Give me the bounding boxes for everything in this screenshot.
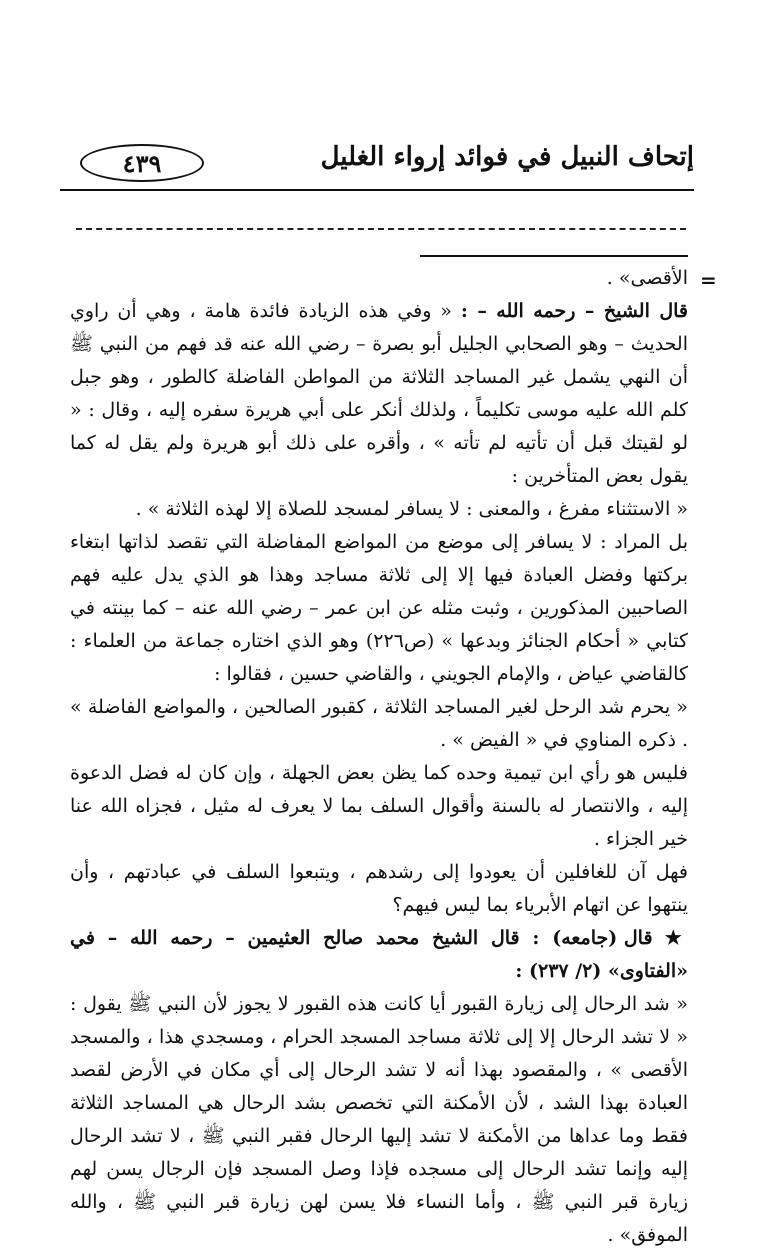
page-number: ٤٣٩ [80, 144, 204, 182]
paragraph-text: فهل آن للغافلين أن يعودوا إلى رشدهم ، ويتبعوا السلف في عبادتهم ، وأن ينتهوا عن اتهام الأبرياء بما ليس فيهم؟ [70, 861, 688, 916]
page-header [60, 140, 694, 182]
paragraph-5 [70, 691, 688, 757]
paragraph-lead: قال (جامعه) : قال الشيخ محمد صالح العثيمين – رحمه الله – في «الفتاوى» (٢/ ٢٣٧) : [70, 927, 688, 982]
paragraph-3 [70, 493, 688, 526]
paragraph-8 [70, 922, 688, 988]
continuation-mark: = [700, 268, 717, 292]
paragraph-9 [70, 988, 688, 1252]
paragraph-7 [70, 856, 688, 922]
header-divider [60, 189, 694, 191]
paragraph-1 [70, 262, 688, 295]
paragraph-text: بل المراد : لا يسافر إلى موضع من المواضع المفاضلة التي تقصد لذاتها ابتغاء بركتها وفضل العبادة فيها إلا إلى ثلاثة مساجد وهذا هو الذي يدل عليه فهم الصاحبين المذكورين ، وثبت مثله عن ابن عمر – رضي الله عنه – كما بينته في كتابي « أحكام الجنائز وبدعها » (ص٢٢٦) وهو الذي اختاره جماعة من العلماء : كالقاضي عياض ، والإمام الجويني ، والقاضي حسين ، فقالوا : [70, 531, 689, 685]
paragraph-text: « شد الرحال إلى زيارة القبور أيا كانت هذه القبور لا يجوز لأن النبي ﷺ يقول : « لا تشد الرحال إلا إلى ثلاثة مساجد المسجد الحرام ، ومسجدي هذا ، والمسجد الأقصى » ، والمقصود بهذا أنه لا تشد الرحال إلى أي مكان في الأرض لقصد العبادة بهذا الشد ، لأن الأمكنة التي تخصص بشد الرحال هي المساجد الثلاثة فقط وما عداها من الأمكنة لا تشد إليها الرحال فقبر النبي ﷺ ، لا تشد الرحال إليه وإنما تشد الرحال إلى مسجده فإذا وصل المسجد فإن الرجال يسن لهم زيارة قبر النبي ﷺ ، وأما النساء فلا يسن لهن زيارة قبر النبي ﷺ ، والله الموفق» . [70, 993, 688, 1246]
paragraph-6 [70, 757, 688, 856]
paragraph-2 [70, 295, 688, 493]
star-icon: ★ [664, 927, 688, 949]
dashed-divider [76, 228, 686, 230]
paragraph-text: « وفي هذه الزيادة فائدة هامة ، وهي أن راوي الحديث – وهو الصحابي الجليل أبو بصرة – رضي الله عنه قد فهم من النبي ﷺ أن النهي يشمل غير المساجد الثلاثة من المواطن الفاضلة كالطور ، وهو جبل كلم الله عليه موسى تكليماً ، ولذلك أنكر على أبي هريرة سفره إليه ، وقال : « لو لقيتك قبل أن تأتيه لم تأته » ، وأقره على ذلك أبو هريرة ولم يقل له كما يقول بعض المتأخرين : [70, 300, 688, 487]
page-body [70, 262, 688, 1252]
paragraph-text: الأقصى» . [606, 267, 688, 289]
footnote-divider [420, 255, 688, 257]
paragraph-text: « يحرم شد الرحل لغير المساجد الثلاثة ، كقبور الصالحين ، والمواضع الفاضلة » . ذكره المناوي في « الفيض » . [70, 696, 688, 751]
paragraph-text: فليس هو رأي ابن تيمية وحده كما يظن بعض الجهلة ، وإن كان له فضل الدعوة إليه ، والانتصار له بالسنة وأقوال السلف بما لا يعرف له مثيل ، فجزاه الله عنا خير الجزاء . [70, 762, 688, 850]
book-title: إتحاف النبيل في فوائد إرواء الغليل [320, 142, 694, 172]
paragraph-4 [70, 526, 688, 691]
paragraph-lead: قال الشيخ – رحمه الله – : [460, 300, 688, 322]
paragraph-text: « الاستثناء مفرغ ، والمعنى : لا يسافر لمسجد للصلاة إلا لهذه الثلاثة » . [135, 498, 688, 520]
